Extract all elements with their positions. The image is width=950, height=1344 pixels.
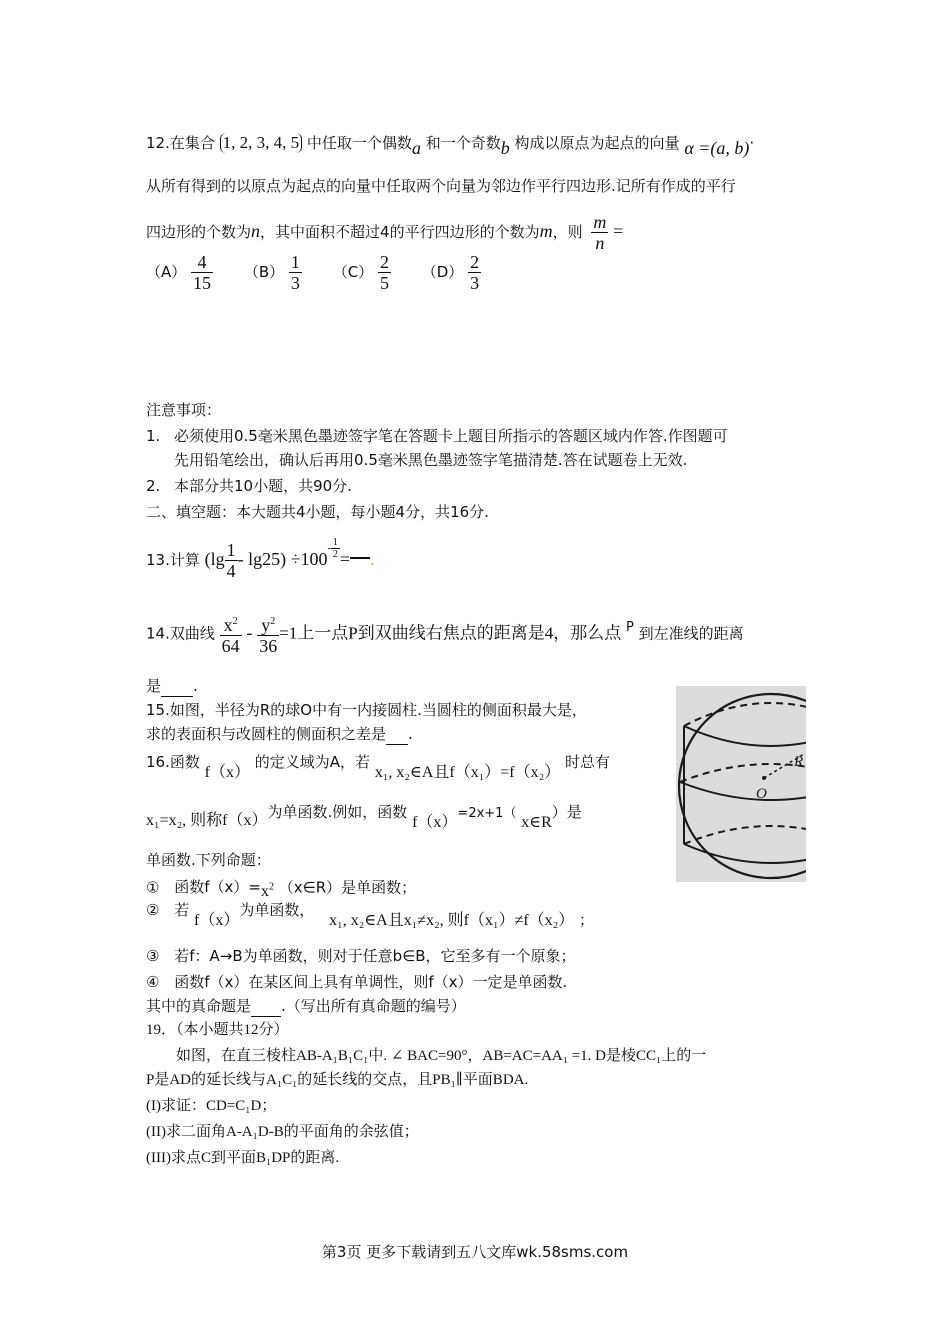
notes-title: 注意事项： <box>146 401 222 419</box>
q16-answer-blank <box>251 996 281 1017</box>
q19-line2: P是AD的延长线与A₁C₁的延长线的交点，且PB₁∥平面BDA. <box>146 1072 529 1088</box>
q14-frac1 <box>220 612 242 656</box>
q15-answer-blank <box>386 724 408 745</box>
q14-end: . <box>193 677 198 695</box>
sphere-cylinder-diagram <box>676 686 806 882</box>
q12-mid3: 构成以原点为起点的向量 <box>514 134 680 152</box>
q19-line5: (III)求点C到平面B₁DP的距离. <box>146 1150 340 1166</box>
claim-1-b: （x∈R）是单函数； <box>278 878 417 897</box>
q12-set: 1, 2, 3, 4, 5 <box>220 133 303 153</box>
option-a-label: （A） <box>146 263 187 281</box>
claim-3-text: 若f：A→B为单函数，则对于任意b∈B，它至多有一个原象； <box>174 947 576 965</box>
option-a <box>146 252 213 293</box>
q12-line3b: ，其中面积不超过 <box>260 223 381 241</box>
q13-frac <box>225 540 238 581</box>
claim-3-num: ③ <box>146 947 160 965</box>
q12-line1 <box>146 132 755 158</box>
q16-dom: x∈R <box>521 814 552 831</box>
claim-1 <box>146 874 417 901</box>
q12-line3d: ，则 <box>552 223 583 241</box>
label-o: O <box>756 786 767 802</box>
sphere-figure <box>676 686 806 882</box>
q19-line3: (I)求证：CD=C₁D； <box>146 1098 277 1114</box>
option-b-num: 1 <box>290 252 300 272</box>
center-point <box>762 776 766 780</box>
notes-item1-a: 必须使用0.5毫米黑色墨迹签字笔在答题卡上题目所指示的答题区域内作答.作图题可 <box>174 427 728 445</box>
q13 <box>146 537 375 581</box>
q12-var-b: b <box>500 138 510 158</box>
q12-prefix: 12.在集合 <box>146 134 215 152</box>
q12-line3 <box>146 212 623 253</box>
q13-exp <box>331 537 340 560</box>
claim-2-num: ② <box>146 901 160 919</box>
q12-vector: α =(a, b) <box>684 138 750 158</box>
claim-1-x: x <box>260 883 269 901</box>
q13-num: 1 <box>226 540 236 560</box>
q15-end: . <box>408 725 413 743</box>
label-r: R <box>794 754 804 770</box>
notes-item2: 本部分共10小题，共90分. <box>174 477 352 495</box>
q14-line2-text: 是 <box>146 677 162 695</box>
notes-item1-num: 1. <box>146 427 161 445</box>
page-footer: 第3页 更多下载请到五八文库wk.58sms.com <box>321 1243 629 1261</box>
q19-line4: (II)求二面角A-A₁D-B的平面角的余弦值； <box>146 1124 419 1140</box>
q19-title: 19．（本小题共12分） <box>146 1022 289 1038</box>
option-a-num: 4 <box>191 252 213 273</box>
q12-frac-den: n <box>595 233 605 253</box>
q12-tail: · <box>749 134 755 152</box>
q16-answer-tail: .（写出所有真命题的编号） <box>281 997 466 1015</box>
q12-var-m: m <box>539 221 553 241</box>
option-a-den: 15 <box>193 273 212 293</box>
option-d-label: （D） <box>421 263 464 281</box>
option-c-frac <box>378 252 391 293</box>
q16-cond: x₁, x₂∈A且f（x₁）=f（x₂） <box>374 764 561 781</box>
q13-answer-blank <box>350 557 370 559</box>
q14-text: =1上一点P到双曲线右焦点的距离是4，那么点 <box>279 623 622 643</box>
claim-3 <box>146 946 576 966</box>
q15-line2-text: 求的表面积与改圆柱的侧面积之差是 <box>146 725 387 743</box>
q16-line1 <box>146 752 611 781</box>
option-b-den: 3 <box>290 273 300 293</box>
q14-p: P <box>626 619 634 635</box>
q16-prefix: 16.函数 <box>146 753 200 771</box>
q13-exp-den: 2 <box>332 549 338 560</box>
q12-frac-num: m <box>593 212 607 232</box>
q14-n2: y <box>261 615 271 635</box>
q13-end: . <box>370 551 375 569</box>
q16-answer-line <box>146 996 466 1017</box>
notes-item2-num: 2. <box>146 477 161 495</box>
q14-d1: 64 <box>221 636 240 656</box>
claim-2-end: ； <box>579 911 595 929</box>
q14-minus: - <box>246 622 253 643</box>
q13-exp-num: 1 <box>332 537 338 548</box>
q13-den: 4 <box>226 561 236 581</box>
claim-4-num: ④ <box>146 973 160 991</box>
q14-tail: 到左准线的距离 <box>638 624 744 643</box>
q14-line2 <box>146 676 198 697</box>
claim-1-a: 函数f（x）= <box>174 878 261 897</box>
q14-sup1: 2 <box>232 616 238 627</box>
q14-d2: 36 <box>259 636 278 656</box>
q12-eq: = <box>613 221 624 241</box>
q12-line3a: 四边形的个数为 <box>146 223 252 241</box>
q12-fraction <box>591 212 608 253</box>
q13-rest: - lg25) ÷100 <box>237 549 328 569</box>
claim-2-b: 为单函数， <box>239 901 315 919</box>
q12-var-n: n <box>251 221 261 241</box>
q12-mid2: 和一个奇数 <box>425 134 501 152</box>
q16-line2a: x₁=x₂, 则称f（x） <box>146 812 268 829</box>
claim-4 <box>146 972 567 992</box>
q16-line2 <box>146 802 582 831</box>
q13-eq: = <box>339 549 351 569</box>
q13-exp-sign: - <box>327 543 331 554</box>
q12-mid1: 中任取一个偶数 <box>306 134 412 152</box>
q16-line2b: 为单函数.例如，函数 <box>267 803 408 821</box>
claim-2 <box>146 900 595 929</box>
q14-answer-blank <box>161 676 193 697</box>
q15-line2 <box>146 724 413 745</box>
option-c-label: （C） <box>332 263 374 281</box>
q15-line1: 15.如图，半径为R的球O中有一内接圆柱.当圆柱的侧面积最大是， <box>146 701 587 719</box>
claim-1-sup: 2 <box>268 882 274 893</box>
option-c-num: 2 <box>379 252 389 272</box>
claim-1-num: ① <box>146 878 160 897</box>
option-d <box>422 252 481 293</box>
q14-n1: x <box>223 615 233 635</box>
option-d-den: 3 <box>470 273 480 293</box>
notes-item1-b: 先用铅笔绘出，确认后再用0.5毫米黑色墨迹签字笔描清楚.答在试题卷上无效. <box>174 451 688 469</box>
option-c <box>333 252 391 293</box>
q16-answer-text: 其中的真命题是 <box>146 997 252 1015</box>
q16-t1: 的定义域为A，若 <box>254 753 371 771</box>
option-a-frac <box>191 252 213 293</box>
q16-fx2: f（x） <box>412 814 458 831</box>
option-c-den: 5 <box>379 273 389 293</box>
option-d-num: 2 <box>470 252 480 272</box>
claim-2-a: 若 <box>174 901 190 919</box>
claim-2-cond: x₁, x₂∈A且x₁≠x₂, 则f（x₁）≠f（x₂） <box>329 912 575 929</box>
q14-frac2 <box>257 612 279 656</box>
section-2-heading: 二、填空题：本大题共4小题，每小题4分，共16分. <box>146 503 489 521</box>
q16-def: =2x+1（ <box>457 806 517 821</box>
q13-prefix: 13.计算 <box>146 551 200 569</box>
option-b-label: （B） <box>243 263 285 281</box>
claim-4-text: 函数f（x）在某区间上具有单调性，则f（x）一定是单函数. <box>174 973 568 991</box>
q16-t2: 时总有 <box>565 753 611 771</box>
q12-line3c: 的平行四边形的个数为 <box>389 223 540 241</box>
q19-line1: 如图，在直三棱柱AB-A₁B₁C₁中. ∠ BAC=90°，AB=AC=AA₁ =1. D是棱CC₁上的一 <box>176 1048 707 1064</box>
q12-var-a: a <box>411 138 421 158</box>
q14 <box>146 612 744 656</box>
option-b-frac <box>289 252 302 293</box>
q14-prefix: 14.双曲线 <box>146 624 215 643</box>
q12-line2: 从所有得到的以原点为起点的向量中任取两个向量为邻边作平行四边形.记所有作成的平行 <box>146 177 736 195</box>
q12-options <box>146 252 481 293</box>
q12-num4: 4 <box>380 223 390 241</box>
option-b <box>244 252 302 293</box>
q14-sup2: 2 <box>270 616 276 627</box>
option-d-frac <box>468 252 481 293</box>
q16-close: ）是 <box>551 803 582 821</box>
q16-fx: f（x） <box>204 764 250 781</box>
q16-line3: 单函数.下列命题： <box>146 851 271 869</box>
figure-background <box>676 686 806 882</box>
claim-2-fx: f（x） <box>194 912 240 929</box>
q13-lg: (lg <box>204 549 225 569</box>
